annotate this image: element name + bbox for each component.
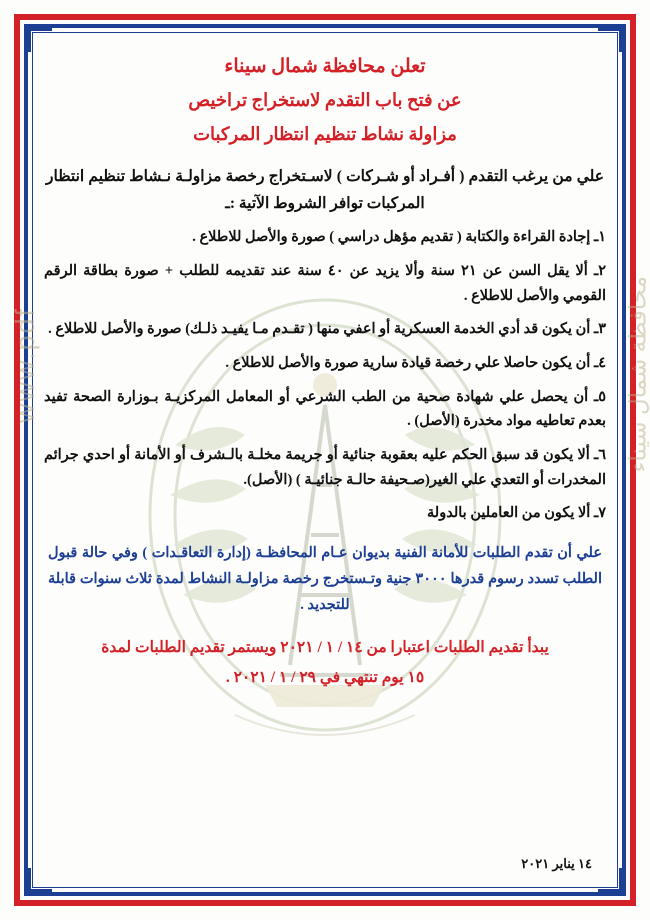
submission-note: علي أن تقدم الطلبات للأمانة الفنية بديوان عـام المحافظـة (إدارة التعاقـدات ) وفي حالة قبول الطلب تسدد رسوم قدرها ٣٠٠٠ جنية وتـستخرج رخصة مزاولـة النشاط لمدة ثلاث سنوات قابلة للتجديد . [48, 544, 602, 614]
dates-line-1: يبدأ تقديم الطلبات اعتبارا من ١٤ / ١ / ٢٠٢١ ويستمر تقديم الطلبات لمدة [101, 639, 549, 657]
headline-line-1: تعلن محافظة شمال سيناء [224, 56, 426, 77]
condition-item: ١ـ إجادة القراءة والكتابة ( تقديم مؤهل دراسي ) صورة والأصل للاطلاع . [192, 229, 606, 246]
dates-line-2: ١٥ يوم تنتهي في ٢٩ / ١ / ٢٠٢١ . [225, 669, 425, 687]
watermark-url-text: www.pdf [10, 307, 40, 424]
document-content [42, 46, 608, 878]
condition-item: ٢ـ ألا يقل السن عن ٢١ سنة وألا يزيد عن ٤٠ سنة عند تقديمه للطلب + صورة بطاقة الرقم القومي والأصل للاطلاع . [44, 263, 606, 304]
condition-item: ٦ـ ألا يكون قد سبق الحكم عليه بعقوبة جنائية أو جريمة مخلـة بالـشرف أو الأمانة أو احدي جرائم المخدرات أو التعدي علي الغير(صـحيفة حالـة جنائيـة ) (الأصل). [44, 446, 606, 488]
condition-item: ٣ـ أن يكون قد أدي الخدمة العسكرية أو اعفي منها ( تقـدم مـا يفيـد ذلـك) صورة والأصل للاطلاع . [48, 321, 606, 338]
watermark-governorate-text: محافظة شمال سيناء [624, 276, 650, 473]
headline-line-2: عن فتح باب التقدم لاستخراج تراخيص [188, 90, 462, 111]
headline-line-3: مزاولة نشاط تنظيم انتظار المركبات [193, 124, 457, 145]
intro-paragraph: علي من يرغب التقدم ( أفـراد أو شـركات ) لاسـتخراج رخصة مزاولـة نـشاط تنظيم انتظار المركبات توافر الشروط الآتية :ـ [46, 168, 604, 213]
conditions-list [44, 225, 606, 525]
footer-date: ١٤ يناير ٢٠٢١ [521, 856, 592, 871]
condition-item: ٥ـ أن يحصل علي شهادة صحية من الطب الشرعي أو المعامل المركزيـة بـوزارة الصحة تفيد بعدم تعاطيه مواد مخدرة (الأصل) . [44, 388, 606, 430]
condition-item: ٧ـ ألا يكون من العاملين بالدولة [427, 505, 606, 522]
condition-item: ٤ـ أن يكون حاصلا علي رخصة قيادة سارية صورة والأصل للاطلاع . [225, 355, 606, 372]
